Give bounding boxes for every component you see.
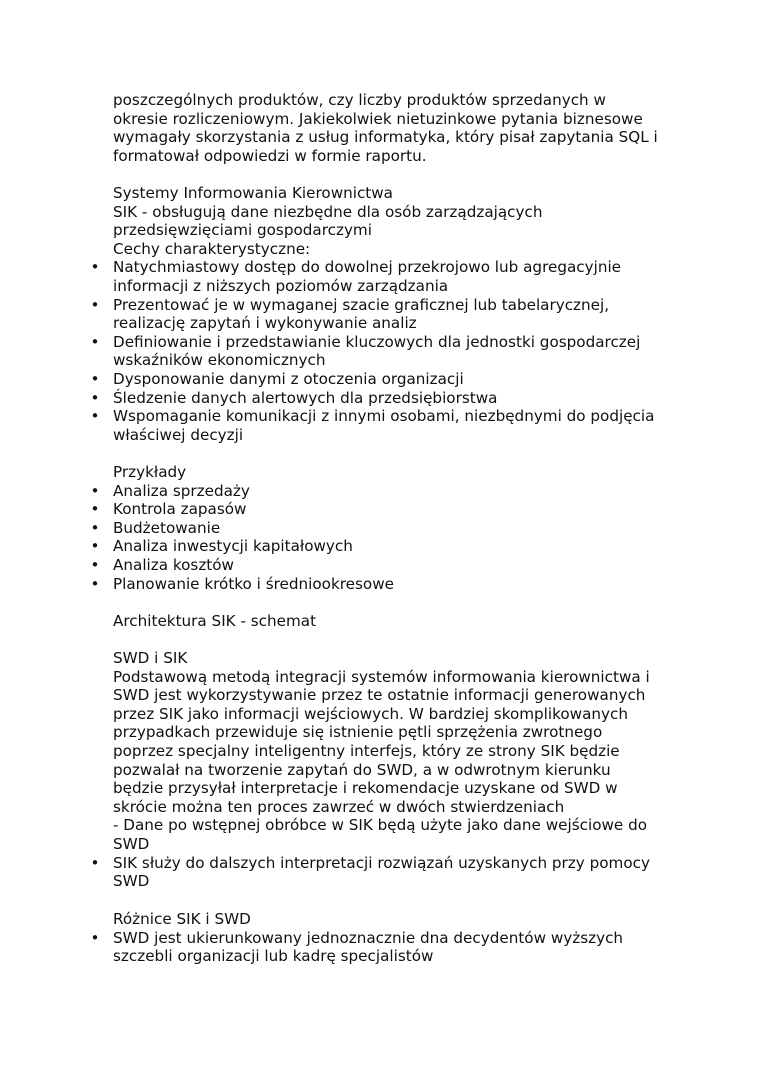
text-line: przypadkach przewiduje się istnienie pętli sprzężenia zwrotnego <box>113 723 603 742</box>
text-line: SWD <box>113 872 150 891</box>
section-heading: Architektura SIK - schemat <box>113 612 317 630</box>
list-item <box>90 481 673 501</box>
text-line: Analiza kosztów <box>113 555 234 574</box>
sik-section <box>90 184 673 444</box>
text-line: Podstawową metodą integracji systemów informowania kierownictwa i <box>113 667 650 686</box>
text-line: właściwej decyzji <box>113 425 244 444</box>
bullet-icon: • <box>90 407 100 426</box>
text-line: realizację zapytań i wykonywanie analiz <box>113 314 417 333</box>
features-heading: Cechy charakterystyczne: <box>113 239 311 258</box>
text-line: Natychmiastowy dostęp do dowolnej przekrojowo lub agregacyjnie <box>113 258 622 277</box>
text-line: szczebli organizacji lub kadrę specjalistów <box>113 947 434 966</box>
text-line: skrócie można ten proces zawrzeć w dwóch stwierdzeniach <box>113 797 565 816</box>
swd-sik-section <box>90 649 673 891</box>
text-line: Analiza inwestycji kapitałowych <box>113 537 353 556</box>
text-line: Planowanie krótko i średniookresowe <box>113 574 394 593</box>
bullet-icon: • <box>90 555 100 574</box>
architecture-section <box>113 612 673 631</box>
bullet-icon: • <box>90 518 100 537</box>
list-item <box>90 555 673 575</box>
differences-section <box>90 910 673 966</box>
bullet-icon: • <box>90 537 100 556</box>
section-heading: Systemy Informowania Kierownictwa <box>113 184 393 202</box>
bullet-icon: • <box>90 369 100 388</box>
text-line: Budżetowanie <box>113 518 221 537</box>
text-line: informacji z niższych poziomów zarządzania <box>113 276 449 295</box>
text-line: wymagały skorzystania z usług informatyka, który pisał zapytania SQL i <box>113 128 658 147</box>
text-line: poszczególnych produktów, czy liczby produktów sprzedanych w <box>113 91 606 109</box>
list-item <box>90 258 673 295</box>
list-item <box>90 388 673 408</box>
bullet-icon: • <box>90 928 100 947</box>
section-heading: Różnice SIK i SWD <box>113 910 251 928</box>
examples-section <box>90 463 673 593</box>
text-line: wskaźników ekonomicznych <box>113 351 326 370</box>
bullet-icon: • <box>90 481 100 500</box>
text-line: przedsięwzięciami gospodarczymi <box>113 221 372 240</box>
intro-paragraph <box>113 91 673 165</box>
list-item <box>90 500 673 519</box>
text-line: pozwalał na tworzenie zapytań do SWD, a w odwrotnym kierunku <box>113 760 611 779</box>
text-line: przez SIK jako informacji wejściowych. W bardziej skomplikowanych <box>113 704 628 723</box>
text-line: Analiza sprzedaży <box>113 481 250 500</box>
text-line: Kontrola zapasów <box>113 500 247 519</box>
bullet-icon: • <box>90 258 100 277</box>
list-item <box>90 928 673 966</box>
text-line: SIK służy do dalszych interpretacji rozwiązań uzyskanych przy pomocy <box>113 853 650 872</box>
list-item <box>90 574 673 594</box>
text-line: Definiowanie i przedstawianie kluczowych dla jednostki gospodarczej <box>113 332 641 351</box>
bullet-icon: • <box>90 388 100 407</box>
text-line: okresie rozliczeniowym. Jakiekolwiek nietuzinkowe pytania biznesowe <box>113 109 643 128</box>
list-item <box>90 407 673 444</box>
text-line: SIK - obsługują dane niezbędne dla osób zarządzających <box>113 202 543 221</box>
text-line: Śledzenie danych alertowych dla przedsiębiorstwa <box>113 388 498 407</box>
section-heading: Przykłady <box>113 463 187 481</box>
section-heading: SWD i SIK <box>113 649 188 667</box>
text-line: - Dane po wstępnej obróbce w SIK będą użyte jako dane wejściowe do <box>113 816 648 835</box>
list-item <box>90 295 673 333</box>
text-line: formatował odpowiedzi w formie raportu. <box>113 146 427 165</box>
list-item <box>90 332 673 370</box>
list-item <box>90 518 673 538</box>
list-item <box>90 369 673 389</box>
text-line: poprzez specjalny inteligentny interfejs, który ze strony SIK będzie <box>113 741 620 760</box>
text-line: Prezentować je w wymaganej szacie graficznej lub tabelarycznej, <box>113 295 610 314</box>
bullet-icon: • <box>90 500 100 519</box>
list-item <box>90 537 673 556</box>
text-line: SWD jest wykorzystywanie przez te ostatnie informacji generowanych <box>113 686 646 705</box>
text-line: Dysponowanie danymi z otoczenia organizacji <box>113 369 464 388</box>
list-item <box>90 853 673 891</box>
text-line: będzie przysyłał interpretacje i rekomendacje uzyskane od SWD w <box>113 779 618 798</box>
bullet-icon: • <box>90 853 100 872</box>
bullet-icon: • <box>90 295 100 314</box>
text-line: Wspomaganie komunikacji z innymi osobami, niezbędnymi do podjęcia <box>113 407 655 426</box>
text-line: SWD jest ukierunkowany jednoznacznie dna decydentów wyższych <box>113 928 624 947</box>
bullet-icon: • <box>90 574 100 593</box>
bullet-icon: • <box>90 332 100 351</box>
text-line: SWD <box>113 834 150 853</box>
